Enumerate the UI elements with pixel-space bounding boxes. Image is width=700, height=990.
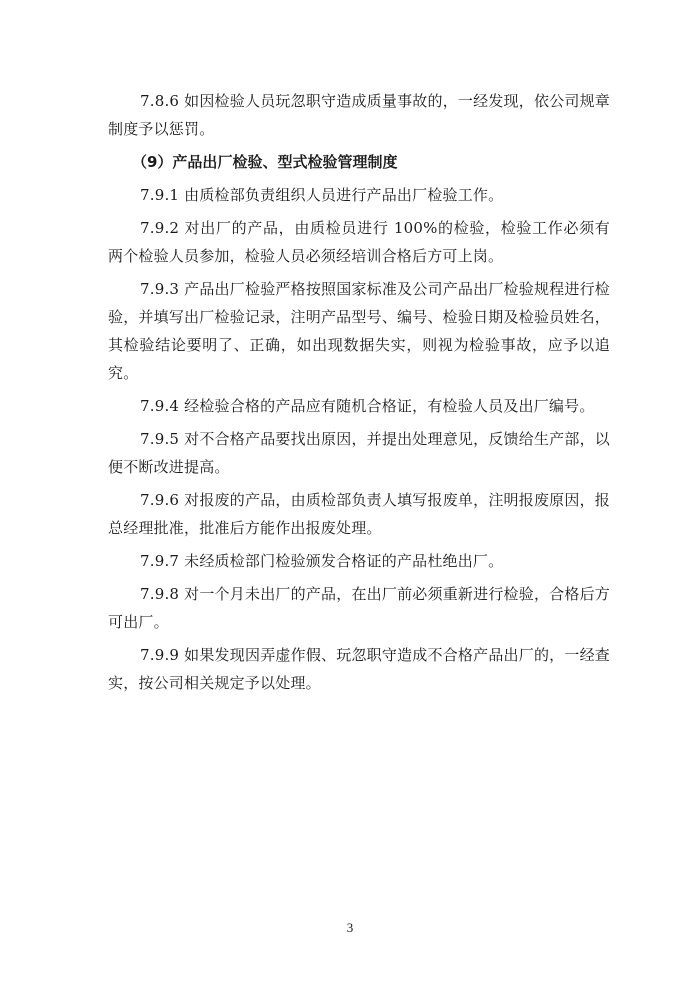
clause-7-9-8: 7.9.8 对一个月未出厂的产品，在出厂前必须重新进行检验，合格后方可出厂。 [108,585,610,631]
clause-7-9-6: 7.9.6 对报废的产品，由质检部负责人填写报废单，注明报废原因，报总经理批准，批准后方能作出报废处理。 [108,491,610,537]
page-number: 3 [346,920,354,935]
clause-7-9-2: 7.9.2 对出厂的产品，由质检员进行 100%的检验，检验工作必须有两个检验人员参加，检验人员必须经培训合格后方可上岗。 [108,219,610,265]
clause-7-9-9: 7.9.9 如果发现因弄虚作假、玩忽职守造成不合格产品出厂的，一经查实，按公司相关规定予以处理。 [108,646,610,692]
document-body [108,87,610,702]
clause-7-9-3: 7.9.3 产品出厂检验严格按照国家标准及公司产品出厂检验规程进行检验，并填写出厂检验记录，注明产品型号、编号、检验日期及检验员姓名，其检验结论要明了、正确，如出现数据失实，则视为检验事故，应予以追究。 [108,280,610,382]
clause-7-9-7: 7.9.7 未经质检部门检验颁发合格证的产品杜绝出厂。 [140,552,504,570]
clause-7-9-1: 7.9.1 由质检部负责组织人员进行产品出厂检验工作。 [140,186,504,204]
clause-7-9-5: 7.9.5 对不合格产品要找出原因，并提出处理意见，反馈给生产部，以便不断改进提高。 [108,430,610,476]
section-heading-9: （9）产品出厂检验、型式检验管理制度 [132,153,398,171]
clause-7-9-4: 7.9.4 经检验合格的产品应有随机合格证，有检验人员及出厂编号。 [140,397,595,415]
clause-7-8-6: 7.8.6 如因检验人员玩忽职守造成质量事故的，一经发现，依公司规章制度予以惩罚。 [108,92,610,138]
